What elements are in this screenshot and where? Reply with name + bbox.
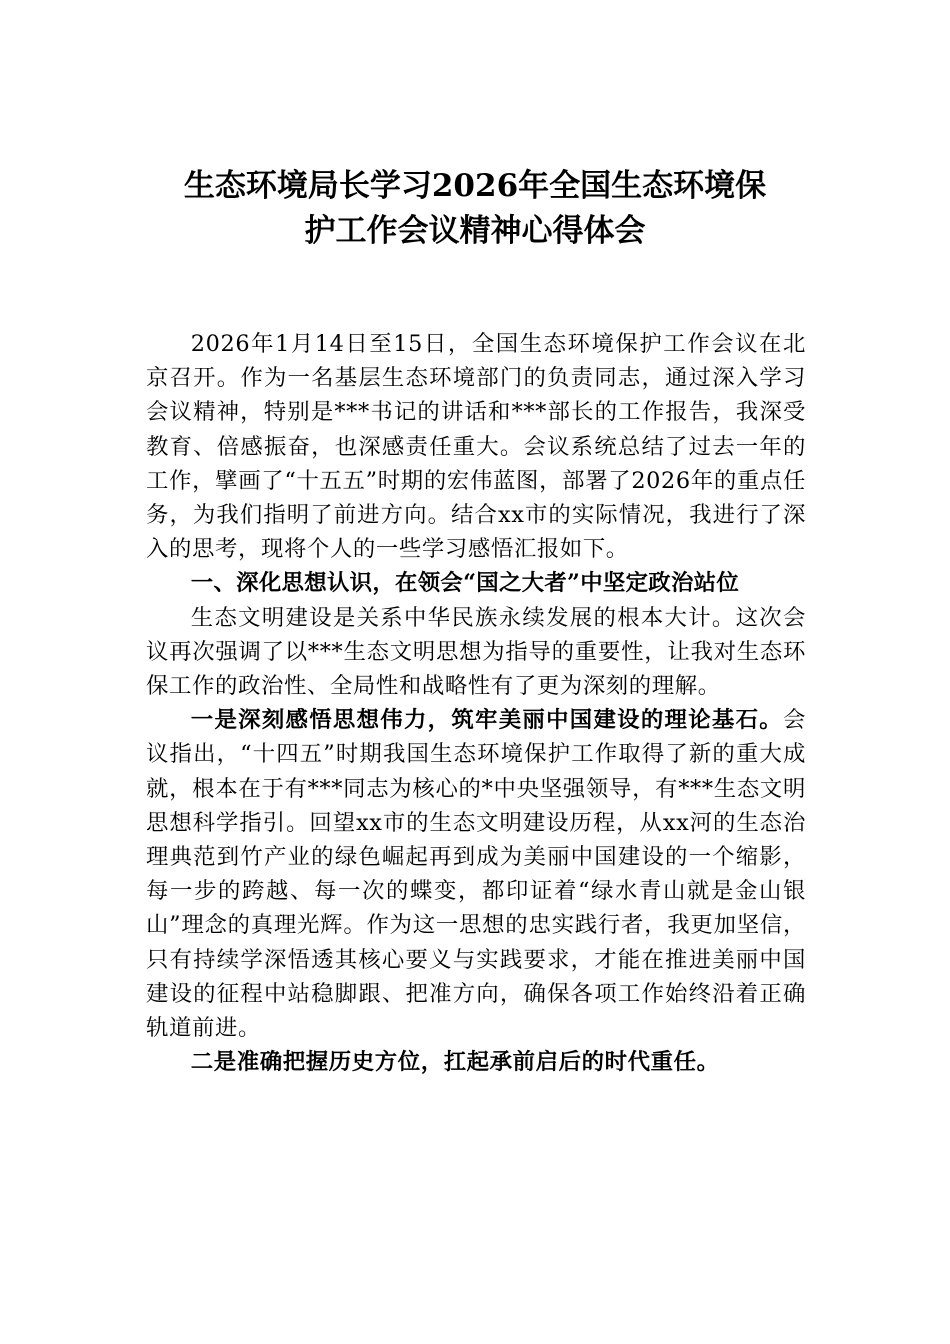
document-title-line-2: 护工作会议精神心得体会 [304,213,646,249]
document-body [146,327,806,1079]
point-1-text: 会议指出，“十四五”时期我国生态环境保护工作取得了新的重大成就，根本在于有***同志为核心的*中央坚强领导，有***生态文明思想科学指引。回望xx市的生态文明建设历程，从xx河的生态治理典范到竹产业的绿色崛起再到成为美丽中国建设的一个缩影，每一步的跨越、每一次的蝶变，都印证着“绿水青山就是金山银山”理念的真理光辉。作为这一思想的忠实践行者，我更加坚信，只有持续学深悟透其核心要义与实践要求，才能在推进美丽中国建设的征程中站稳脚跟、把准方向，确保各项工作始终沿着正确轨道前进。 [146,707,806,1042]
point-2-lead: 二是准确把握历史方位，扛起承前启后的时代重任。 [190,1049,720,1076]
point-2-paragraph [146,1045,806,1079]
section-1-paragraph: 生态文明建设是关系中华民族永续发展的根本大计。这次会议再次强调了以***生态文明思想为指导的重要性，让我对生态环保工作的政治性、全局性和战略性有了更为深刻的理解。 [146,604,806,700]
point-1-paragraph [146,703,806,1045]
point-1-lead: 一是深刻感悟思想伟力，筑牢美丽中国建设的理论基石。 [190,707,783,734]
intro-paragraph: 2026年1月14日至15日，全国生态环境保护工作会议在北京召开。作为一名基层生态环境部门的负责同志，通过深入学习会议精神，特别是***书记的讲话和***部长的工作报告，我深受教育、倍感振奋，也深感责任重大。会议系统总结了过去一年的工作，擘画了“十五五”时期的宏伟蓝图，部署了2026年的重点任务，为我们指明了前进方向。结合xx市的实际情况，我进行了深入的思考，现将个人的一些学习感悟汇报如下。 [146,331,806,563]
section-heading-1: 一、深化思想认识，在领会“国之大者”中坚定政治站位 [190,570,740,597]
document-title-line-1: 生态环境局长学习2026年全国生态环境保 [183,168,767,204]
